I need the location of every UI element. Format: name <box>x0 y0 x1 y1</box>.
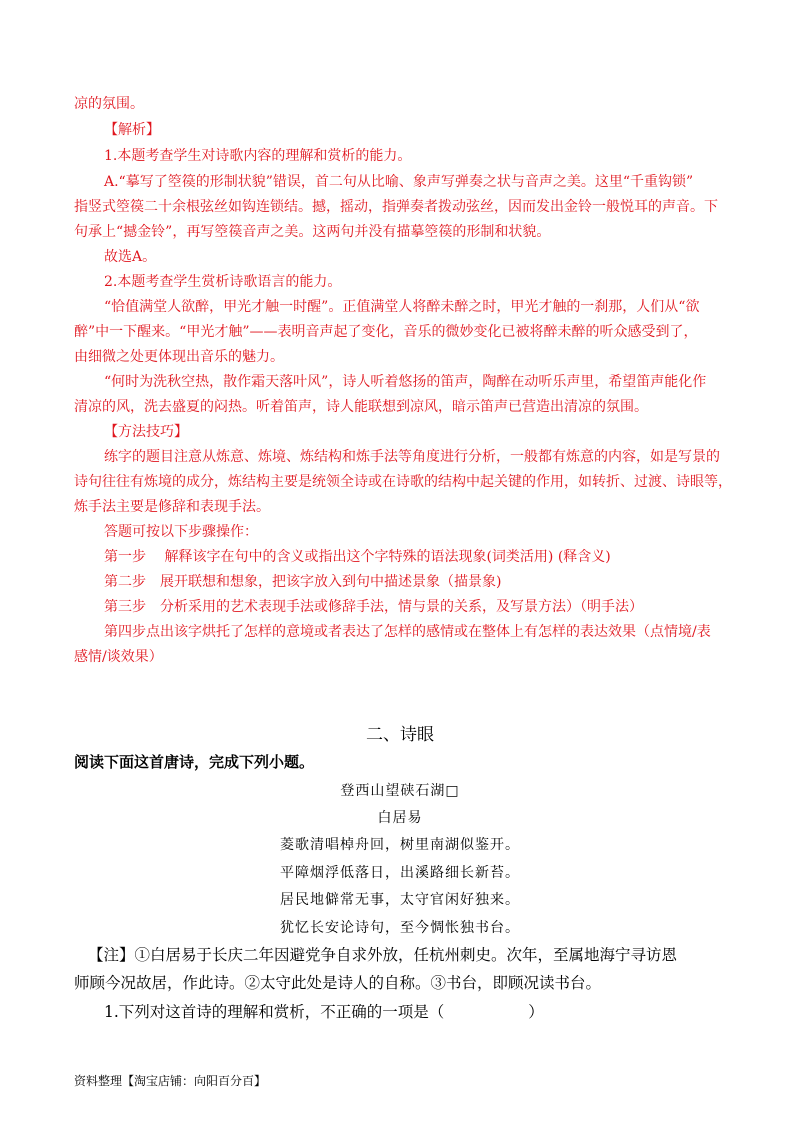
method-step-4-line1: 第四步点出该字烘托了怎样的意境或者表达了怎样的感情或在整体上有怎样的表达效果（点情境/表 <box>104 624 711 640</box>
method-step-4-line2: 感情/谈效果） <box>74 649 163 665</box>
poem-line-1: 菱歌清唱棹舟回，树里南湖似鉴开。 <box>280 837 520 853</box>
analysis-p4: 2.本题考查学生赏析诗歌语言的能力。 <box>104 274 342 290</box>
analysis-p5-line3: 由细微之处更体现出音乐的魅力。 <box>74 349 284 365</box>
analysis-heading: 【解析】 <box>104 122 160 138</box>
method-p1-line3: 炼手法主要是修辞和表现手法。 <box>74 499 270 515</box>
method-p1-line2: 诗句往往有炼境的成分，炼结构主要是统领全诗或在诗歌的结构中起关键的作用，如转折、过渡、诗眼等， <box>74 474 732 490</box>
method-p1-line1: 练字的题目注意从炼意、炼境、炼结构和炼手法等角度进行分析，一般都有炼意的内容，如是写景的 <box>104 449 720 465</box>
analysis-p1: 1.本题考查学生对诗歌内容的理解和赏析的能力。 <box>104 148 412 164</box>
question-1-text: 1.下列对这首诗的理解和赏析，不正确的一项是（ <box>104 1003 445 1021</box>
poem-author: 白居易 <box>377 810 423 826</box>
question-1 <box>104 1002 544 1022</box>
method-step-3: 第三步 分析采用的艺术表现手法或修辞手法，情与景的关系，及写景方法）（明手法） <box>104 599 643 615</box>
analysis-p5-line1: “恰值满堂人欲醉，甲光才触一时醒”。正值满堂人将醉未醉之时，甲光才触的一刹那，人们从“欲 <box>104 299 700 315</box>
method-step-1: 第一步 解释该字在句中的含义或指出这个字特殊的语法现象(词类活用) (释含义) <box>104 549 611 565</box>
analysis-p2-line3: 句承上“撼金铃”，再写箜篌音声之美。这两句并没有描摹箜篌的形制和状貌。 <box>74 224 551 240</box>
analysis-p6-line2: 清凉的风，洗去盛夏的闷热。听着笛声，诗人能联想到凉风，暗示笛声已营造出清凉的氛围。 <box>74 399 648 415</box>
question-1-close: ） <box>528 1003 544 1021</box>
method-p2: 答题可按以下步骤操作： <box>104 524 258 540</box>
method-heading: 【方法技巧】 <box>104 424 188 440</box>
poem-line-4: 犹忆长安论诗句，至今惆怅独书台。 <box>280 920 520 936</box>
poem-line-3: 居民地僻常无事，太守官闲好独来。 <box>280 892 520 908</box>
analysis-p6-line1: “何时为洗秋空热，散作霜天落叶风”，诗人听着悠扬的笛声，陶醉在动听乐声里，希望笛声能化作 <box>104 374 707 390</box>
method-step-2: 第二步 展开联想和想象，把该字放入到句中描述景象（描景象) <box>104 574 502 590</box>
analysis-p2-line1: A.“摹写了箜篌的形制状貌”错误，首二句从比喻、象声写弹奏之状与音声之美。这里“千重钩锁” <box>104 174 694 190</box>
note-line-1: 【注】①白居易于长庆二年因避党争自求外放，任杭州刺史。次年，至属地海宁寻访恩 <box>88 946 678 964</box>
analysis-p5-line2: 醉”中一下醒来。“甲光才触”——表明音声起了变化，音乐的微妙变化已被将醉未醉的听众感受到了， <box>74 324 698 340</box>
analysis-line-0: 凉的氛围。 <box>74 96 144 112</box>
analysis-p2-line2: 指竖式箜篌二十余根弦丝如钩连锁结。撼，摇动，指弹奏者拨动弦丝，因而发出金铃一般悦耳的声音。下 <box>74 199 718 215</box>
poem-line-2: 平障烟浮低落日，出溪路细长新苔。 <box>280 865 520 881</box>
footer-credit: 资料整理【淘宝店铺：向阳百分百】 <box>74 1074 267 1088</box>
note-line-2: 师顾今况故居，作此诗。②太守此处是诗人的自称。③书台，即顾况读书台。 <box>74 974 602 992</box>
poem-title: 登西山望硖石湖□ <box>340 783 460 799</box>
instruction: 阅读下面这首唐诗，完成下列小题。 <box>74 753 315 771</box>
section-title: 二、诗眼 <box>366 725 434 745</box>
analysis-p3: 故选A。 <box>104 249 157 265</box>
